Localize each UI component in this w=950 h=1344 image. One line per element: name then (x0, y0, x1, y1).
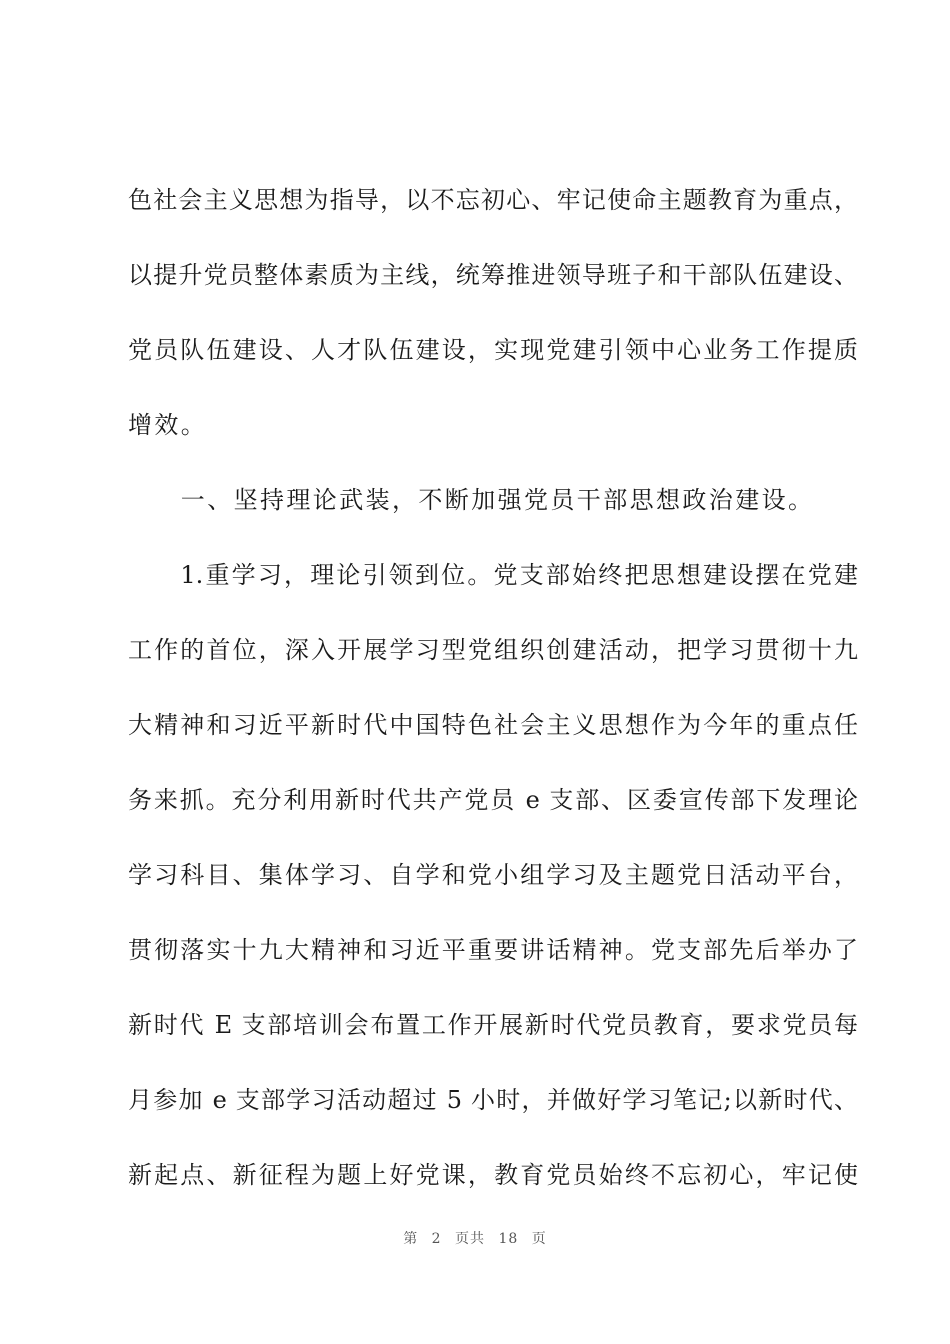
text-line: 务来抓。充分利用新时代共产党员 e 支部、区委宣传部下发理论 (128, 786, 858, 814)
text-line: 新起点、新征程为题上好党课，教育党员始终不忘初心，牢记使 (128, 1161, 858, 1189)
text-line: 党员队伍建设、人才队伍建设，实现党建引领中心业务工作提质 (128, 336, 858, 364)
page-number-footer: 第 2 页共 18 页 (403, 1231, 547, 1247)
section-heading: 一、坚持理论武装，不断加强党员干部思想政治建设。 (128, 486, 815, 514)
text-line: 以提升党员整体素质为主线，统筹推进领导班子和干部队伍建设、 (128, 261, 858, 289)
text-line: 1.重学习，理论引领到位。党支部始终把思想建设摆在党建 (128, 561, 858, 589)
text-line: 月参加 e 支部学习活动超过 5 小时，并做好学习笔记;以新时代、 (128, 1086, 858, 1114)
text-line: 学习科目、集体学习、自学和党小组学习及主题党日活动平台， (128, 861, 858, 889)
document-body (128, 171, 858, 1221)
text-line: 贯彻落实十九大精神和习近平重要讲话精神。党支部先后举办了 (128, 936, 858, 964)
text-line: 增效。 (128, 411, 208, 439)
text-line: 工作的首位，深入开展学习型党组织创建活动，把学习贯彻十九 (128, 636, 858, 664)
text-line: 大精神和习近平新时代中国特色社会主义思想作为今年的重点任 (128, 711, 858, 739)
text-line: 色社会主义思想为指导，以不忘初心、牢记使命主题教育为重点， (128, 186, 858, 214)
text-line: 新时代 E 支部培训会布置工作开展新时代党员教育，要求党员每 (128, 1011, 858, 1039)
